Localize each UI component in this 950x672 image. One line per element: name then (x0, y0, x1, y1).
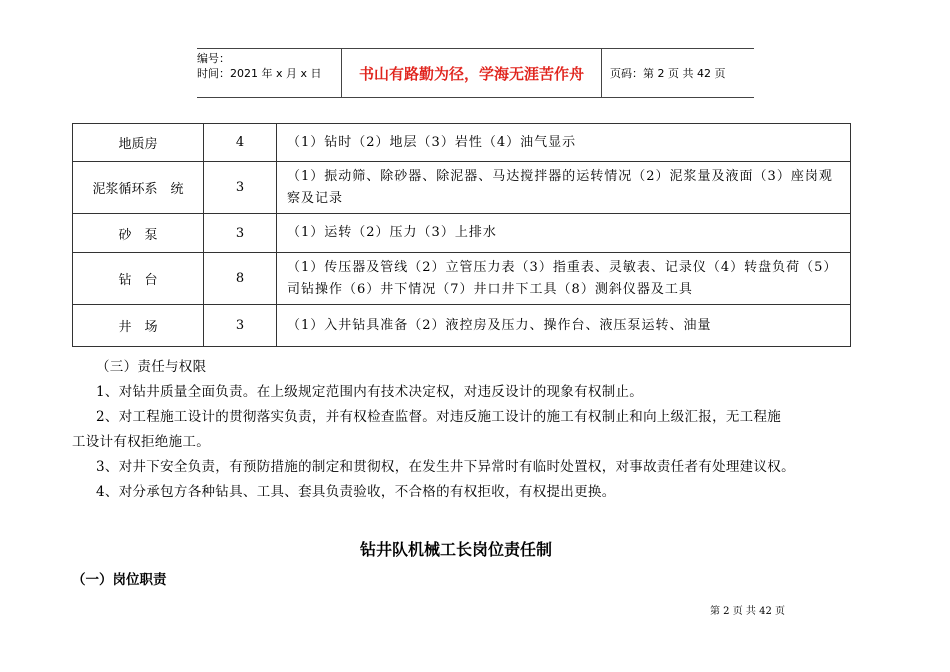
time-label: 时间：2021 年 x 月 x 日 (197, 67, 322, 80)
paragraph: 2、对工程施工设计的贯彻落实负责，并有权检查监督。对违反施工设计的施工有权制止和向上级汇报，无工程施 (96, 409, 782, 425)
station-name: 地质房 (73, 124, 204, 162)
inspection-table (72, 123, 851, 347)
station-name: 砂 泵 (73, 214, 204, 253)
header-motto-cell (342, 49, 602, 97)
station-score: 4 (204, 124, 277, 162)
station-items: （1）钻时（2）地层（3）岩性（4）油气显示 (277, 124, 851, 162)
page-header (197, 48, 754, 98)
station-score: 8 (204, 253, 277, 305)
paragraph: 工设计有权拒绝施工。 (72, 434, 210, 450)
station-items: （1）运转（2）压力（3）上排水 (277, 214, 851, 253)
section-heading: （三）责任与权限 (96, 359, 207, 375)
station-name: 井 场 (73, 305, 204, 347)
table-row (73, 305, 851, 347)
table-row (73, 162, 851, 214)
station-score: 3 (204, 214, 277, 253)
paragraph: 1、对钻井质量全面负责。在上级规定范围内有技术决定权，对违反设计的现象有权制止。 (96, 384, 644, 400)
station-score: 3 (204, 162, 277, 214)
table-row (73, 214, 851, 253)
section-title: 钻井队机械工长岗位责任制 (360, 540, 553, 559)
page-code-text: 页码：第 2 页 共 42 页 (610, 67, 726, 80)
serial-label: 编号： (197, 52, 230, 65)
table-row (73, 124, 851, 162)
table-row (73, 253, 851, 305)
header-motto: 书山有路勤为径，学海无涯苦作舟 (358, 64, 584, 83)
station-name: 钻 台 (73, 253, 204, 305)
station-score: 3 (204, 305, 277, 347)
station-items: （1）振动筛、除砂器、除泥器、马达搅拌器的运转情况（2）泥浆量及液面（3）座岗观察及记录 (277, 162, 851, 214)
paragraph: 4、对分承包方各种钻具、工具、套具负责验收，不合格的有权拒收，有权提出更换。 (96, 484, 616, 500)
paragraph: 3、对井下安全负责，有预防措施的制定和贯彻权，在发生井下异常时有临时处置权，对事故责任者有处理建议权。 (96, 459, 795, 475)
station-name: 泥浆循环系 统 (73, 162, 204, 214)
header-page-code (602, 49, 754, 97)
header-meta (197, 49, 342, 97)
station-items: （1）入井钻具准备（2）液控房及压力、操作台、液压泵运转、油量 (277, 305, 851, 347)
subsection-title: （一）岗位职责 (72, 572, 167, 588)
station-items: （1）传压器及管线（2）立管压力表（3）指重表、灵敏表、记录仪（4）转盘负荷（5）司钻操作（6）井下情况（7）井口井下工具（8）测斜仪器及工具 (277, 253, 851, 305)
page-footer: 第 2 页 共 42 页 (710, 606, 785, 617)
